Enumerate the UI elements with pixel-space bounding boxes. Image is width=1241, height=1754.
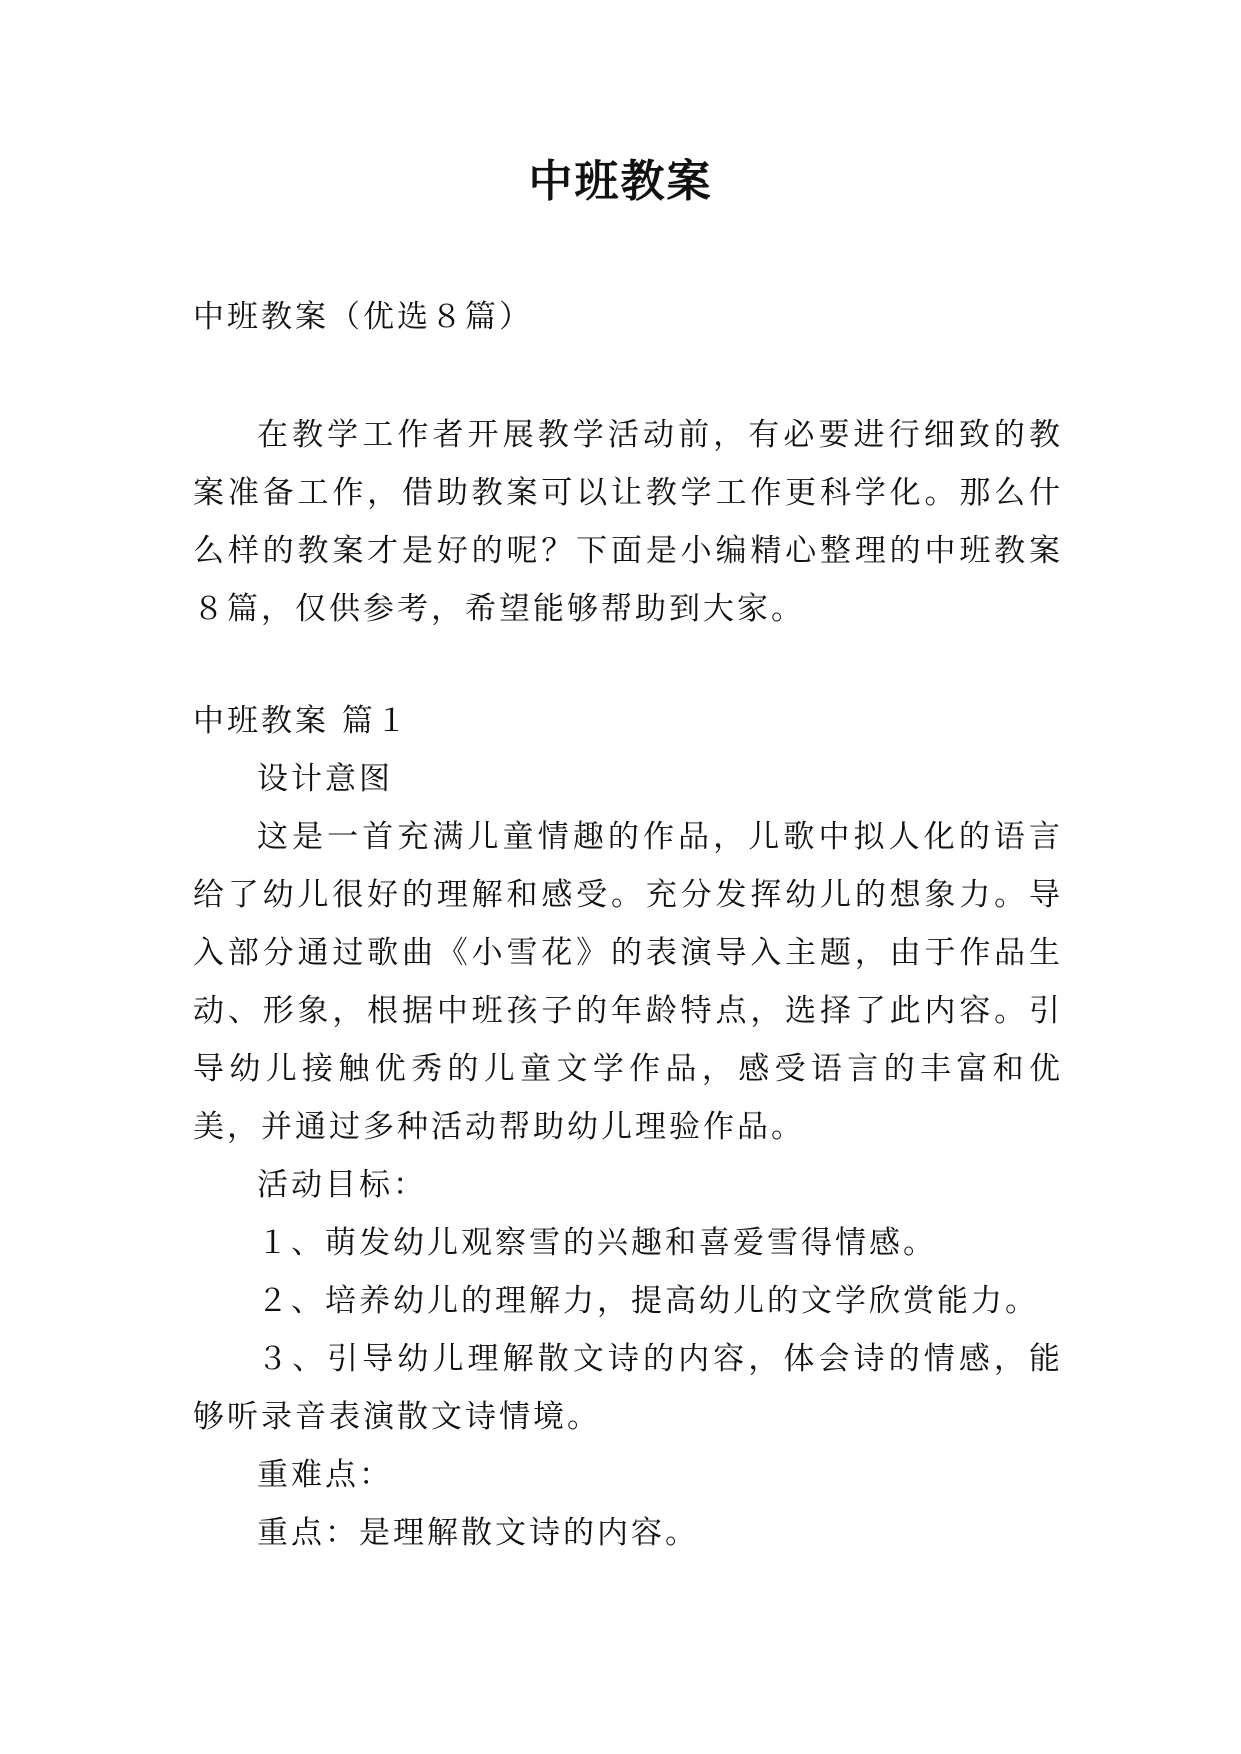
design-intent-label: 设计意图 (257, 761, 393, 797)
goals-label: 活动目标： (257, 1167, 427, 1203)
intro-paragraph: 在教学工作者开展教学活动前，有必要进行细致的教案准备工作，借助教案可以让教学工作更科学化。那么什么样的教案才是好的呢？下面是小编精心整理的中班教案８篇，仅供参考，希望能够帮助到大家。 (193, 417, 1063, 627)
goal-item-2: ２、培养幼儿的理解力，提高幼儿的文学欣赏能力。 (257, 1283, 1039, 1319)
goal-item-3: ３、引导幼儿理解散文诗的内容，体会诗的情感，能够听录音表演散文诗情境。 (193, 1341, 1063, 1435)
section-heading: 中班教案 篇１ (193, 703, 410, 739)
document-subtitle: 中班教案（优选８篇） (193, 299, 533, 335)
design-intent-paragraph: 这是一首充满儿童情趣的作品，儿歌中拟人化的语言给了幼儿很好的理解和感受。充分发挥幼儿的想象力。导入部分通过歌曲《小雪花》的表演导入主题，由于作品生动、形象，根据中班孩子的年龄特点，选择了此内容。引导幼儿接触优秀的儿童文学作品，感受语言的丰富和优美，并通过多种活动帮助幼儿理验作品。 (193, 819, 1063, 1145)
key-points-label: 重难点： (257, 1457, 393, 1493)
key-point-item: 重点：是理解散文诗的内容。 (257, 1515, 699, 1551)
document-title: 中班教案 (528, 156, 713, 207)
document-body (193, 288, 1063, 1562)
goal-item-1: １、萌发幼儿观察雪的兴趣和喜爱雪得情感。 (257, 1225, 937, 1261)
